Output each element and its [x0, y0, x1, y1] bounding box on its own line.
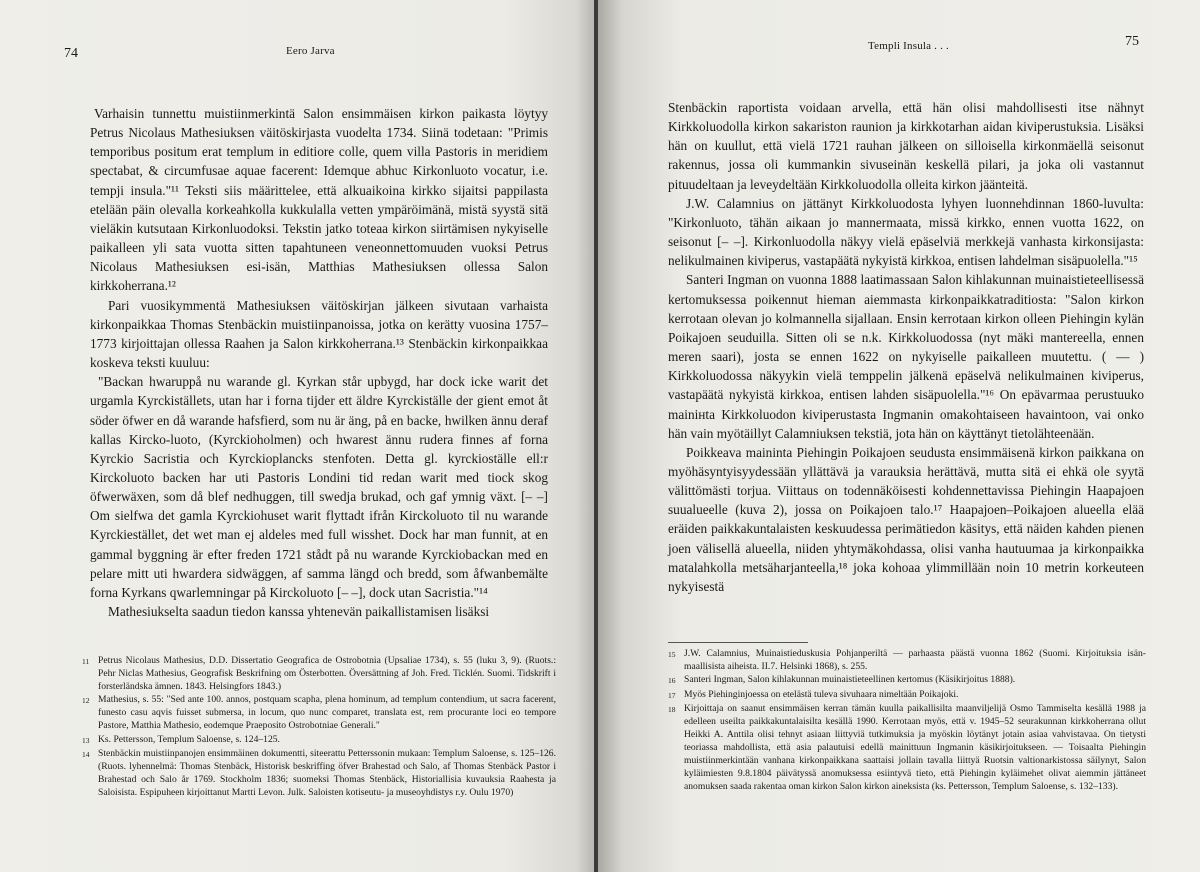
footnote — [82, 655, 556, 694]
footnote-text: Petrus Nicolaus Mathesius, D.D. Dissertatio Geografica de Ostrobotnia (Upsaliae 1734), s. 55 (luku 3, 9). (Ruots.: Pehr Niclas Mathesius, Geografisk Beskrifning om Österbotten. Översättning af Joh. Fred. Ticklén. Suomi. Tidskrift i forsterländska ämnen. 1843. Helsingfors 1843.) — [98, 655, 556, 692]
paragraph: Mathesiukselta saadun tiedon kanssa yhtenevän paikallistamisen lisäksi — [108, 604, 490, 620]
footnote-number: 16 — [668, 676, 676, 686]
page-number: 74 — [64, 46, 78, 61]
footnote-rule — [668, 642, 808, 643]
footnote — [668, 648, 1146, 674]
body-text — [90, 104, 548, 621]
paragraph: Stenbäckin raportista voidaan arvella, että hän olisi mahdollisesti itse nähnyt Kirkkoluodolla kirkon sakariston raunion ja kirkkotarhan aidan kiviperustuksia. Lisäksi hän on kuullut, että vielä 1721 rauhan jälkeen on silloisella kirkonmäellä seisonut rakennus, jossa oli kummankin sivuseinän keskellä pilari, ja joka oli vastannut pituudeltaan ja leveydeltään Kirkkoluodolla olleita kirkon jäänteitä. — [668, 100, 1144, 192]
footnote-text: J.W. Calamnius, Muinaistieduskusia Pohjanperiltä — parhaasta päästä vuonna 1862 (Suomi. Kirjoituksia isän-maallisista aiheista. II.7. Helsinki 1868), s. 255. — [684, 648, 1146, 672]
footnote-number: 18 — [668, 705, 676, 715]
quotation: "Backan hwaruppå nu warande gl. Kyrkan står upbygd, har dock icke warit det urgamla Kyrckiställets, utan har i forna tijder ett äldre Kyrckiställe der gient emot åt söder öfwer en då warande hafsfierd, som nu är äng, på en backe, hwilken ännu deraf kallas Kircko-luoto, (Kyrckioholmen) och hwarest ännu rudera finnes af forna Kyrckio Sacristia och Kyrckioplancks stenfoten. Detta gl. kyrckioställe ell:r Kirckoluoto backen har uti Pastoris Londini tid redan warit med tiock skog öfwerwäxen, som då blef nedhuggen, till swedja brukad, och gaf ymnig växt. [– –] Om sielfwa det gamla Kyrckiohuset warit flyttadt ifrån Kirckoluoto til nu warande Kyrckiestället, det wet man ej aldeles med full wisshet. Dock har man funnit, at en gammal byggning är efter freden 1721 stådt på nu warande Kyrckiobackan med en pelare mitt uti hwardera sidwäggen, af samma längd och bredd, som åfwanbemälte forna Kyrkans qwarlemningar på Kirckoluoto [– –], dock utan Sacristia."¹⁴ — [90, 374, 548, 600]
paragraph: Pari vuosikymmentä Mathesiuksen väitöskirjan jälkeen sivutaan varhaista kirkonpaikkaa Thomas Stenbäckin muistiinpanoissa, jotka on kerätty vuosina 1757–1773 kirjoittajan ollessa Raahen ja Salon kirkkoherrana.¹³ Stenbäckin kirkonpaikkaa koskeva teksti kuuluu: — [90, 297, 548, 371]
footnote — [668, 703, 1146, 793]
footnote — [82, 748, 556, 800]
paragraph: Varhaisin tunnettu muistiinmerkintä Salon ensimmäisen kirkon paikasta löytyy Petrus Nicolaus Mathesiuksen väitöskirjasta vuodelta 1734. Siinä todetaan: "Primis temporibus positum erat templum in editiore colle, quem villa Pastoris in meridiem spectabat, & circumfusae aquae facerent: Idemque abhuc Kirkonluoto vocatur, i.e. tempji insula."¹¹ Teksti siis määrittelee, että alkuaikoina kirkko sijaitsi pappilasta etelään päin olevalla korkeahkolla kukkulalla vetten ympäröimänä, mistä syystä sitä vieläkin kutsutaan Kirkonluodoksi. Tekstin jatko toteaa kirkon siirtämisen nykyiselle paikalleen yli sata vuotta sitten tapahtuneen veneonnettomuuden vuoksi Petrus Nicolaus Mathesiuksen esi-isän, Matthias Mathesiuksen ollessa Salon kirkkoherrana.¹² — [90, 106, 548, 294]
footnote-number: 12 — [82, 696, 90, 706]
page-number: 75 — [1125, 34, 1139, 49]
footnote-text: Santeri Ingman, Salon kihlakunnan muinaistieteellinen kertomus (Käsikirjoitus 1888). — [684, 674, 1016, 686]
running-head: Templi Insula . . . — [868, 40, 949, 52]
footnote-number: 14 — [82, 750, 90, 760]
footnote-number: 13 — [82, 735, 90, 745]
footnote — [668, 674, 1146, 688]
footnote-number: 17 — [668, 690, 676, 700]
footnote-number: 15 — [668, 650, 676, 659]
footnote-text: Ks. Pettersson, Templum Saloense, s. 124–125. — [98, 733, 280, 745]
footnote-text: Stenbäckin muistiinpanojen ensimmäinen dokumentti, siteerattu Petterssonin mukaan: Templum Saloense, s. 125–126. (Ruots. lyhennelmä: Thomas Stenbäck, Historisk beskriffing öfver Brahestad och Salo, af Thomas Stenbäck Pastor i Brahestad och Salo år 1769. Stockholm 1836; suomeksi Thomas Stenbäck, Historiallisia kuvauksia Raahesta ja Saloisista. Espipuheen kirjoittanut Martti Levon. Julk. Saloisten kotiseutu- ja museoyhdistys r.y. Oulu 1970) — [98, 748, 556, 798]
running-head: Eero Jarva — [286, 45, 335, 57]
left-page — [0, 0, 594, 872]
footnotes — [82, 655, 556, 800]
paragraph: Santeri Ingman on vuonna 1888 laatimassaan Salon kihlakunnan muinaistieteellisessä kertomuksessa poikennut hieman aiemmasta kirkonpaikkatraditiosta: "Salon kirkon kerrotaan olevan jo kolmannella sijallaan. Ensin kerrotaan kirkon olleen Piehingin kylän Poikajoen seuduilla. Sitten oli se n.k. Kirkkoluodossa (nyt mäki mantereella, ennen meren saari), josta se ennen 1622 on nykyiselle paikalleen muutettu. ( — ) Kirkkoluodossa näkyykin vielä temppelin jälkenä epäselvä nelikulmainen kiviperus, vastapäätä nykyistä kirkkoa, entisen lahden sisäpuolella."¹⁶ On epävarmaa perustuuko mainінta Kirkkoluodon kiviperustasta Ingmanin omakohtaiseen havaintoon, vai onko hän vain myötäillyt Calamniuksen tekstiä, jota hän on käyttänyt tietolähteenään. — [668, 272, 1144, 441]
paragraph: J.W. Calamnius on jättänyt Kirkkoluodosta lyhyen luonnehdinnan 1860-luvulta: "Kirkonluoto, tähän aikaan jo mannermaata, missä kirkko, ennen vuotta 1622, on seisonut [– –]. Kirkonluodolla näkyy vielä epäselviä merkkejä vanhasta kirkonsijasta: nelikulmainen kiviperus, vastapäätä nykyistä kirkkoa, entisen lahdelman sisäpuolella."¹⁵ — [668, 195, 1144, 269]
body-text — [668, 98, 1144, 596]
footnote-number: 11 — [82, 657, 90, 666]
footnote — [668, 689, 1146, 703]
paragraph: Poikkeava maininta Piehingin Poikajoen seudusta ensimmäisenä kirkon paikkana on myöhäsyntyisyydessään yllättävä ja varauksia herättävä, mutta sitä ei ehkä ole syytä välittömästi torjua. Viittaus on todennäköisesti kohdennettavissa Piehingin Haapajoen suualueelle (kuva 2), jossa on Poikajoen talo.¹⁷ Haapajoen–Poikajoen alueella elää eräiden paikkakuntalaisten keskuudessa perimätiedon käsitys, että näiden kahden pienen joen välisellä alueella, niiden yhtymäkohdassa, olisi vanha hautuumaa ja kirkonpaikka matalahkolla metsäharjanteella,¹⁸ joka kohoaa ylimmillään noin 10 metrin korkeuteen nykyisestä — [668, 444, 1144, 594]
footnote-text: Mathesius, s. 55: "Sed ante 100. annos, postquam scapha, plena hominum, ad templum contendium, ut sacra facerent, funesto casu aqvis fuisset submersa, in locum, quo nunc comparet, translata est, rem procurante loci eo tempore Pastore, Matthia Mathesio, eodemque Praeposito Ostrobotniae Generali." — [98, 694, 556, 732]
footnote — [82, 734, 556, 748]
right-page — [598, 0, 1200, 872]
footnote — [82, 694, 556, 733]
footnotes — [668, 648, 1146, 794]
footnote-text: Myös Piehinginjoessa on etelästä tuleva sivuhaara nimeltään Poikajoki. — [684, 688, 959, 700]
footnote-text: Kirjoittaja on saanut ensimmäisen kerran tämän kuulla paikallisilta maanviljelijä Osmo Tammiselta kesällä 1988 ja edelleen useilta paikkakuntalaisilta kesällä 1990. Kerrotaan myös, että v. 1945–52 seurakunnan kirkkoherrana ollut Heikki A. Anttila olisi tehnyt asiaan liittyviä tutkimuksia ja myöskin löytänyt jotain asiaa vahvistavaa. On tietysti teoriassa mahdollista, että asia palautuisi edellä mainittuun Ingmanin käsikirjoitukseen. — Toisaalta Piehingin muistiinmerkintään vanhana kirkonpaikkana saattaisi jollain tavalla liittyä Ruotsin valtionarkistossa säilynyt, Salon kyläimiesten 9.8.1804 päivätyssä anomuksessa esiintyvä tieto, että Piehingin kyläimehet olivat aiemmin jättäneet anomuksen saada rakentaa oman kirkon Salon kirkon aineksista (ks. Pettersson, Templum Saloense, s. 132–133). — [684, 703, 1146, 792]
